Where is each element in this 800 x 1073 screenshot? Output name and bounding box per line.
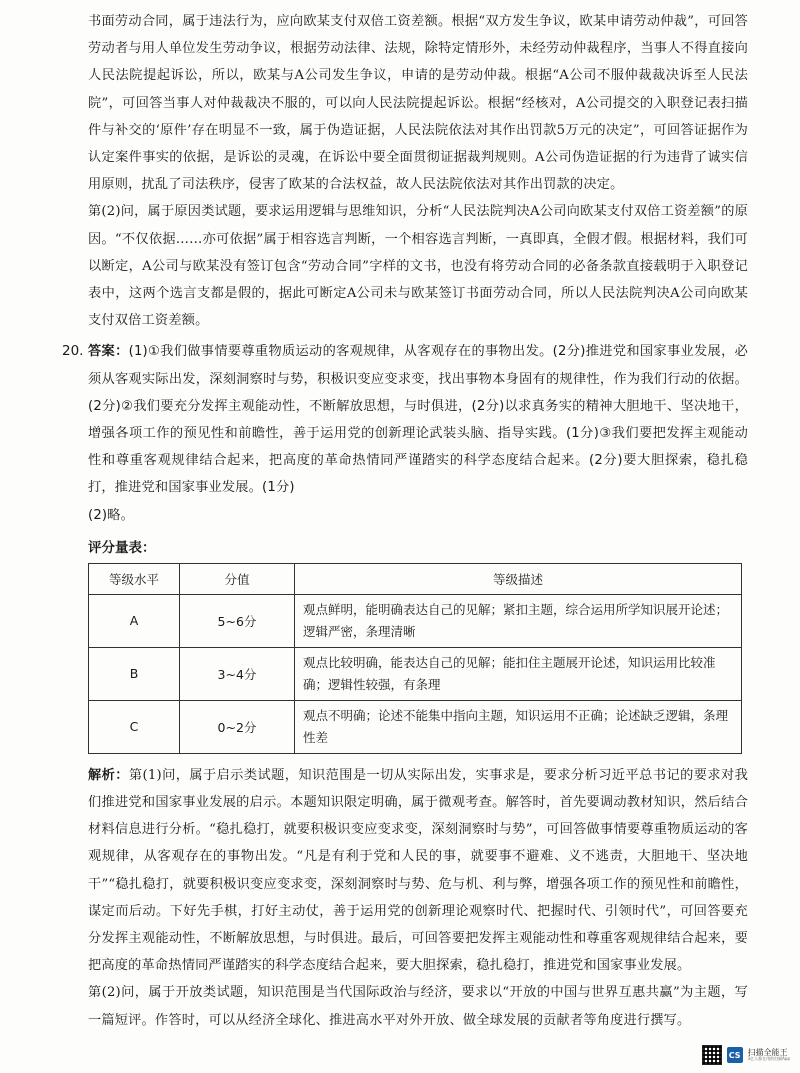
scanner-watermark [702, 1045, 790, 1065]
table-row [89, 647, 742, 700]
qr-code-icon [702, 1045, 722, 1065]
analysis-paragraph-2: 第(2)问，属于开放类试题，知识范围是当代国际政治与经济，要求以“开放的中国与世界互惠共赢”为主题，写一篇短评。作答时，可以从经济全球化、推进高水平对外开放、做全球发展的贡献者等角度进行撰写。 [88, 985, 748, 1028]
table-row [89, 594, 742, 647]
answer-label: 答案： [88, 344, 129, 360]
level-cell: C [89, 700, 180, 753]
score-table [88, 563, 742, 754]
top-analysis-paragraph-1: 书面劳动合同，属于违法行为，应向欧某支付双倍工资差额。根据“双方发生争议，欧某申请劳动仲裁”，可回答劳动者与用人单位发生劳动争议，根据劳动法律、法规，除特定情形外，未经劳动仲裁程序，当事人不得直接向人民法院提起诉讼，所以，欧某与A公司发生争议，申请的是劳动仲裁。根据“A公司不服仲裁裁决诉至人民法院”，可回答当事人对仲裁裁决不服的，可以向人民法院提起诉讼。根据“经核对，A公司提交的入职登记表扫描件与补交的‘原件’存在明显不一致，属于伪造证据，人民法院依法对其作出罚款5万元的决定”，可回答证据作为认定案件事实的依据，是诉讼的灵魂，在诉讼中要全面贯彻证据裁判规则。A公司伪造证据的行为违背了诚实信用原则，扰乱了司法秩序，侵害了欧某的合法权益，故人民法院依法对其作出罚款的决定。 [88, 14, 748, 193]
question-number: 20. [62, 343, 84, 360]
score-cell: 0~2分 [180, 700, 295, 753]
score-table-header-row [89, 563, 742, 594]
analysis-paragraph-1 [88, 762, 748, 980]
level-cell: B [89, 647, 180, 700]
document-page [62, 8, 748, 1034]
brand-tagline: 3亿人都在用的扫描App [747, 1056, 790, 1061]
answer-part-2: (2)略。 [88, 507, 135, 523]
brand-text [748, 1049, 790, 1061]
level-cell: A [89, 594, 180, 647]
camscanner-logo-icon: CS [727, 1047, 743, 1063]
header-desc: 等级描述 [295, 563, 742, 594]
top-analysis-paragraph-2: 第(2)问，属于原因类试题，要求运用逻辑与思维知识，分析“人民法院判决A公司向欧某支付双倍工资差额”的原因。“不仅依据……亦可依据”属于相容选言判断，一个相容选言判断，一真即真，全假才假。根据材料，我们可以断定，A公司与欧某没有签订包含“劳动合同”字样的文书，也没有将劳动合同的必备条款直接载明于入职登记表中，这两个选言支都是假的，据此可断定A公司未与欧某签订书面劳动合同，所以人民法院判决A公司向欧某支付双倍工资差额。 [88, 204, 748, 329]
analysis-section [88, 762, 748, 1034]
desc-cell: 观点比较明确，能表达自己的见解；能扣住主题展开论述，知识运用比较准确；逻辑性较强，有条理 [295, 647, 742, 700]
answer-text: (1)①我们做事情要尊重物质运动的客观规律，从客观存在的事物出发。(2分)推进党和国家事业发展，必须从客观实际出发，深刻洞察时与势，积极识变应变求变，找出事物本身固有的规律性，作为我们行动的依据。(2分)②我们要充分发挥主观能动性，不断解放思想，与时俱进，(2分)以求真务实的精神大胆地干、坚决地干，增强各项工作的预见性和前瞻性，善于运用党的创新理论武装头脑、指导实践。(1分)③我们要把发挥主观能动性和尊重客观规律结合起来，把高度的革命热情同严谨踏实的科学态度结合起来。(2分)要大胆探索，稳扎稳打，推进党和国家事业发展。(1分) [88, 344, 748, 496]
question-20-answer [62, 338, 748, 528]
brand-name: 扫描全能王 [747, 1048, 788, 1057]
score-cell: 5~6分 [180, 594, 295, 647]
header-score: 分值 [180, 563, 295, 594]
analysis-label: 解析： [88, 767, 129, 783]
analysis-text-1: 第(1)问，属于启示类试题，知识范围是一切从实际出发，实事求是，要求分析习近平总书记的要求对我们推进党和国家事业发展的启示。本题知识限定明确，属于微观考查。解答时，首先要调动教材知识，然后结合材料信息进行分析。“稳扎稳打，就要积极识变应变求变，深刻洞察时与势”，可回答做事情要尊重物质运动的客观规律，从客观存在的事物出发。“凡是有利于党和人民的事，就要事不避难、义不逃责，大胆地干、坚决地干”“稳扎稳打，就要积极识变应变求变，深刻洞察时与势、危与机、利与弊，增强各项工作的预见性和前瞻性，谋定而后动。下好先手棋，打好主动仗，善于运用党的创新理论观察时代、把握时代、引领时代”，可回答要充分发挥主观能动性，不断解放思想，与时俱进。最后，可回答要把发挥主观能动性和尊重客观规律结合起来，要把高度的革命热情同严谨踏实的科学态度结合起来，要大胆探索，稳扎稳打，推进党和国家事业发展。 [88, 767, 748, 974]
table-row [89, 700, 742, 753]
desc-cell: 观点鲜明，能明确表达自己的见解；紧扣主题，综合运用所学知识展开论述；逻辑严密，条理清晰 [295, 594, 742, 647]
header-level: 等级水平 [89, 563, 180, 594]
score-cell: 3~4分 [180, 647, 295, 700]
answer-paragraph [88, 338, 748, 501]
score-table-title: 评分量表： [88, 539, 156, 556]
desc-cell: 观点不明确；论述不能集中指向主题，知识运用不正确；论述缺乏逻辑，条理性差 [295, 700, 742, 753]
